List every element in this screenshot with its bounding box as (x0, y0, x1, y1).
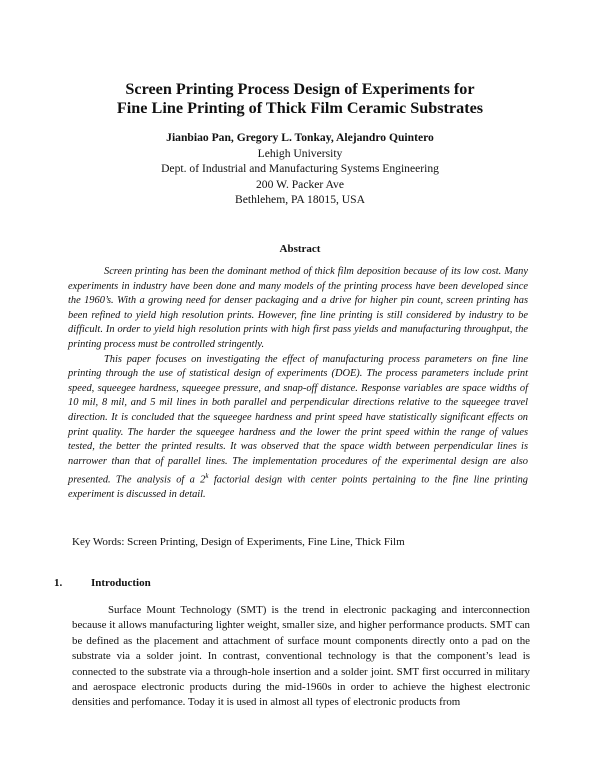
abstract-paragraph-2-end: factorial design with center points pertaining to the fine line printing experiment is discussed in detail. (68, 474, 528, 501)
title-line-1: Screen Printing Process Design of Experiments for (125, 80, 475, 98)
section-number: 1. (54, 577, 63, 589)
section-heading-introduction (54, 577, 151, 589)
author-names: Jianbiao Pan, Gregory L. Tonkay, Alejandro Quintero (166, 131, 434, 144)
introduction-paragraph-1: Surface Mount Technology (SMT) is the trend in electronic packaging and interconnection because it allows manufacturing lighter weight, smaller size, and higher performance products. SMT can be defined as the placement and attachment of surface mount components directly onto a pad on the substrate via a solder joint. In contrast, conventional technology is that the component’s lead is connected to the substrate via a through-hole insertion and a solder joint. SMT first occurred in military and aerospace electronic products during the mid-1960s in order to achieve the highest electronic densities and perfomance. Today it is used in almost all types of electronic products from (72, 604, 530, 709)
author-block (60, 130, 540, 208)
affiliation-street: 200 W. Packer Ave (255, 177, 344, 191)
section-title: Introduction (91, 577, 151, 589)
abstract-heading: Abstract (279, 243, 321, 255)
keywords: Key Words: Screen Printing, Design of Experiments, Fine Line, Thick Film (72, 536, 405, 548)
factorial-exponent: k (205, 472, 209, 481)
affiliation-department: Dept. of Industrial and Manufacturing Systems Engineering (161, 162, 439, 175)
abstract-paragraph-2-text: This paper focuses on investigating the effect of manufacturing process parameters on fine line printing through the use of statistical design of experiments (DOE). The process parameters include print speed, squeegee hardness, squeegee pressure, and snap-off distance. Response variables are space widths of 10 mil, 8 mil, and 5 mil lines in both parallel and perpendicular directions relative to the squeegee travel direction. It is concluded that the squeegee hardness and print speed have statistically significant effects on print quality. The harder the squeegee hardness and the lower the print speed within the range of values tested, the better the printed results. It was observed that the space width between perpendicular lines is narrower than that of parallel lines. The implementation procedures of the experimental design are also presented. The analysis of a 2 (68, 353, 528, 486)
paper-title (60, 80, 540, 118)
introduction-body (72, 603, 530, 711)
affiliation-city: Bethlehem, PA 18015, USA (234, 193, 365, 206)
abstract-paragraph-1: Screen printing has been the dominant method of thick film deposition because of its low cost. Many experiments in industry have been done and many models of the printing process have been developed since the 1960’s. With a growing need for denser packaging and a drive for higher pin count, screen printing has been refined to yield high resolution prints. However, fine line printing is still considered by industry to be difficult. In order to yield high resolution prints with high first pass yields and manufacturing throughput, the printing process must be controlled stringently. (68, 266, 528, 350)
affiliation-university: Lehigh University (257, 146, 343, 160)
abstract (68, 265, 528, 503)
abstract-paragraph-2 (68, 353, 528, 503)
title-line-2: Fine Line Printing of Thick Film Ceramic Substrates (116, 99, 484, 117)
